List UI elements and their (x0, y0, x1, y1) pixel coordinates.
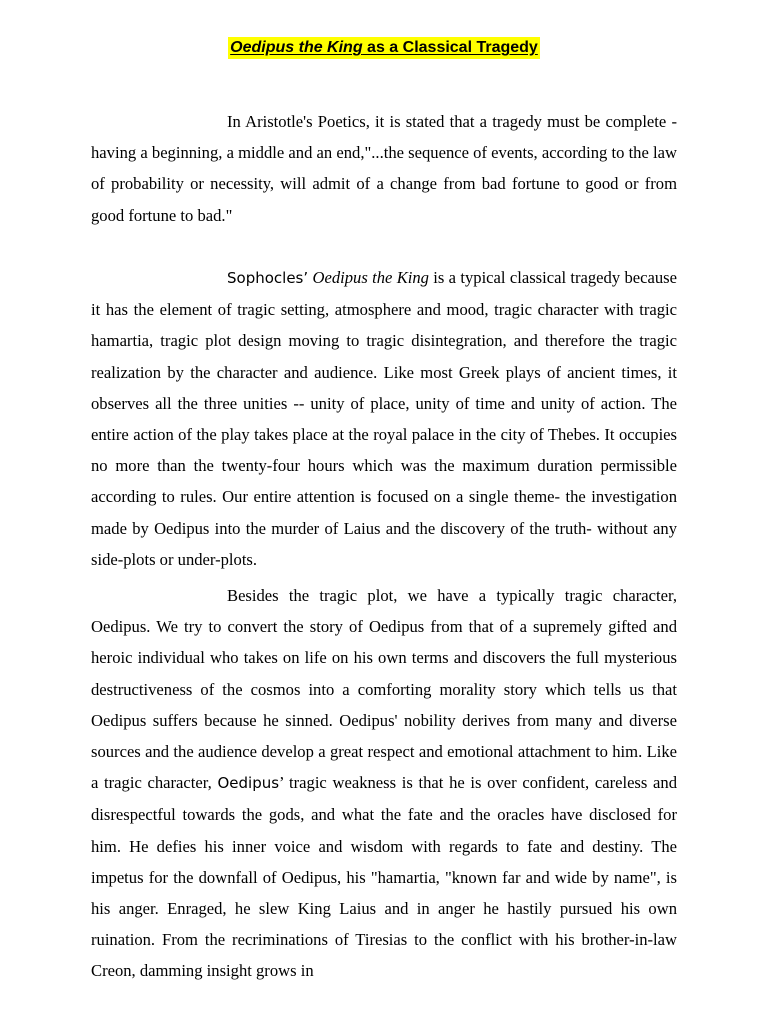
paragraph-2-italic-title: Oedipus the King (312, 268, 429, 287)
paragraph-2-rest: is a typical classical tragedy because it has the element of tragic setting, atmosphere and mood, tragic character with tragic hamartia, tragic plot design moving to tragic disintegration, and therefore the tragic realization by the character and audience. Like most Greek plays of ancient times, it observes all the three unities -- unity of place, unity of time and unity of action. The entire action of the play takes place at the royal palace in the city of Thebes. It occupies no more than the twenty-four hours which was the maximum duration permissible according to rules. Our entire attention is focused on a single theme- the investigation made by Oedipus into the murder of Laius and the discovery of the truth- without any side-plots or under-plots. (91, 268, 677, 569)
paragraph-3-text (91, 580, 677, 987)
title-rest: as a Classical Tragedy (362, 39, 538, 56)
paragraph-3-name: Oedipus (217, 774, 280, 793)
paragraph-1-text: In Aristotle's Poetics, it is stated that a tragedy must be complete - having a beginning, a middle and an end,"...the sequence of events, according to the law of probability or necessity, will admit of a change from bad fortune to good or from good fortune to bad." (91, 112, 677, 225)
title-container (0, 37, 768, 59)
paragraph-2 (91, 262, 677, 575)
title-italic: Oedipus the King (230, 39, 363, 56)
paragraph-3 (91, 580, 677, 987)
paragraph-3-part1: Besides the tragic plot, we have a typically tragic character, Oedipus. We try to convert the story of Oedipus from that of a supremely gifted and heroic individual who takes on life on his own terms and discovers the full mysterious destructiveness of the cosmos into a comforting morality story which tells us that Oedipus suffers because he sinned. Oedipus' nobility derives from many and diverse sources and the audience develop a great respect and emotional attachment to him. Like a tragic character, (91, 586, 677, 793)
paragraph-2-text (91, 262, 677, 575)
paragraph-1 (91, 106, 677, 231)
paragraph-2-lead: Sophocles’ (227, 269, 309, 287)
document-title (228, 37, 540, 59)
paragraph-3-part2: ’ tragic weakness is that he is over confident, careless and disrespectful towards the gods, and what the fate and the oracles have disclosed for him. He defies his inner voice and wisdom with regards to fate and destiny. The impetus for the downfall of Oedipus, his "hamartia, "known far and wide by name", is his anger. Enraged, he slew King Laius and in anger he hastily pursued his own ruination. From the recriminations of Tiresias to the conflict with his brother-in-law Creon, damming insight grows in (91, 773, 677, 981)
